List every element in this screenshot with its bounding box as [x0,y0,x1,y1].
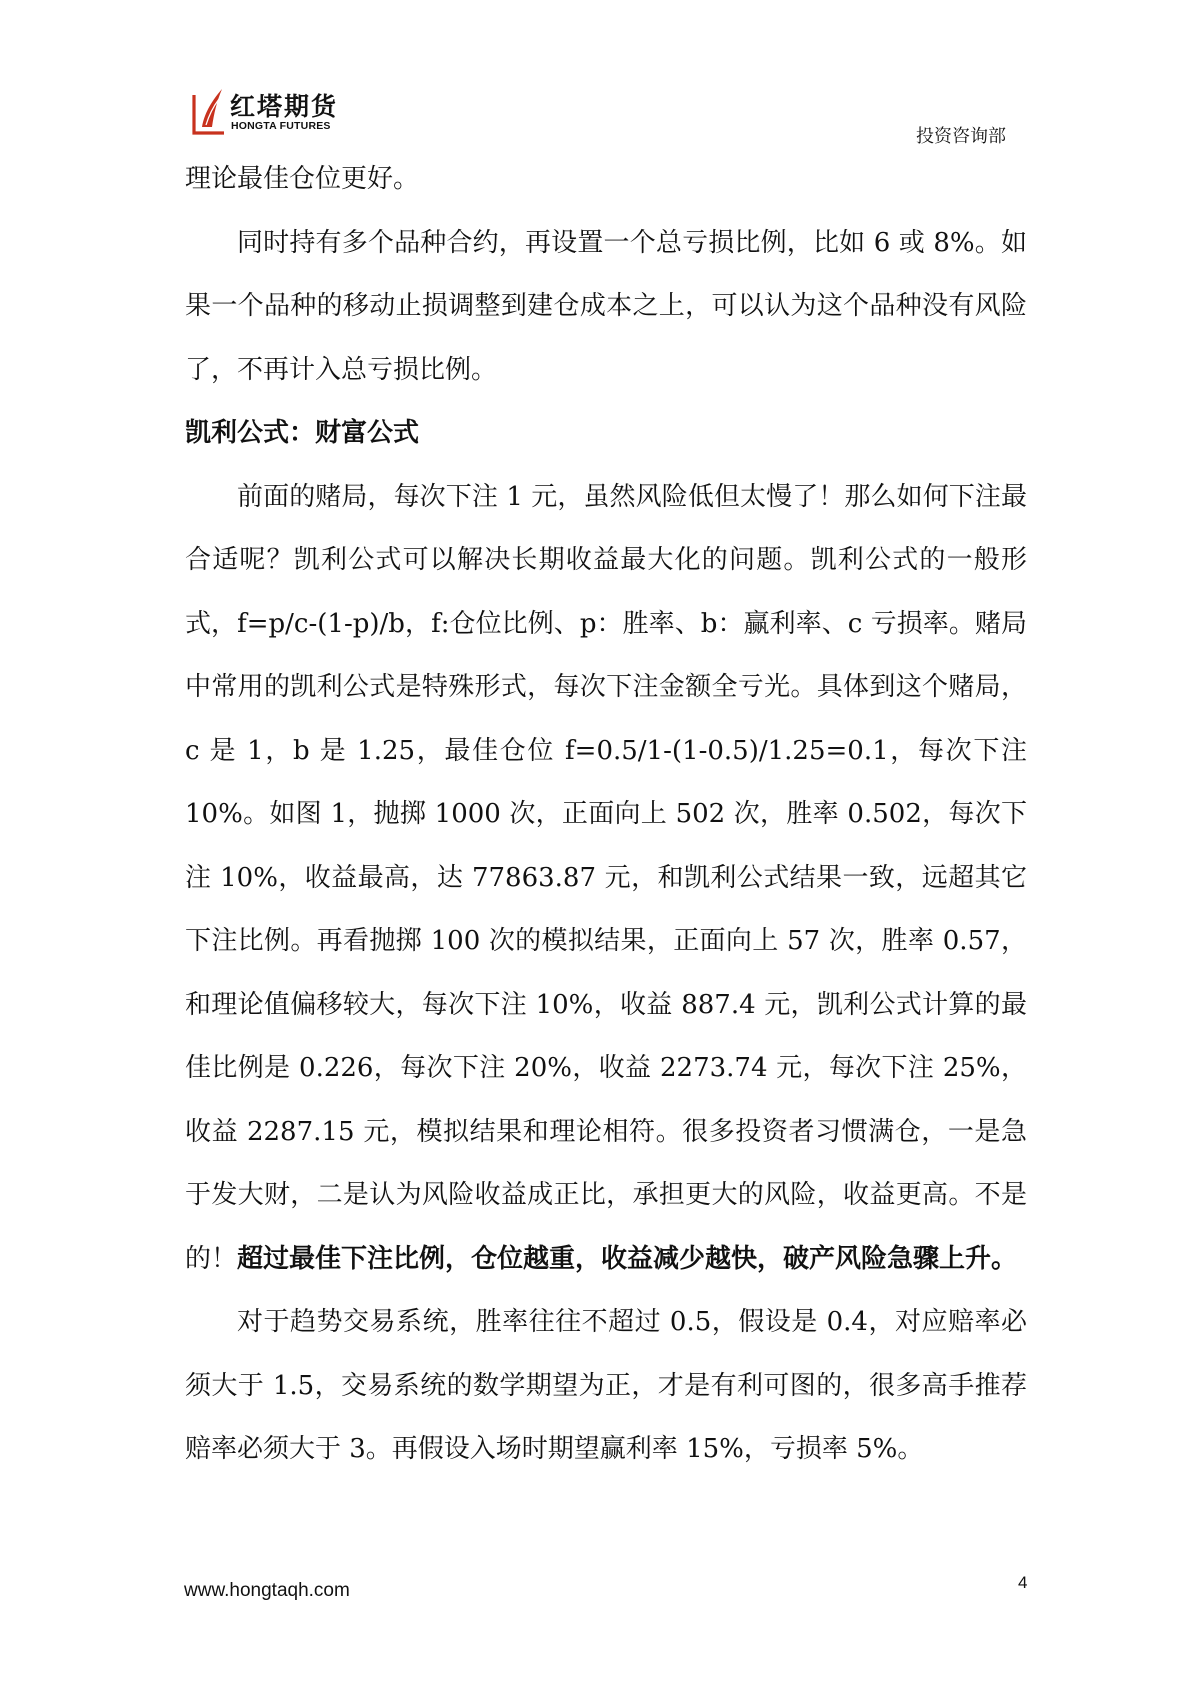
department-label: 投资咨询部 [916,126,1006,147]
page-number: 4 [1018,1573,1028,1592]
company-logo [190,85,350,143]
article-body [185,148,1027,1482]
hongta-logo-icon [190,85,228,139]
paragraph-kelly-emphasis: 超过最佳下注比例，仓位越重，收益减少越快，破产风险急骤上升。 [237,1243,1018,1274]
paragraph-total-loss: 同时持有多个品种合约，再设置一个总亏损比例，比如 6 或 8%。如果一个品种的移动止损调整到建仓成本之上，可以认为这个品种没有风险了，不再计入总亏损比例。 [185,227,1027,385]
footer-website: www.hongtaqh.com [184,1580,350,1601]
section-heading: 凯利公式：财富公式 [185,418,420,448]
paragraph-kelly [185,466,1027,1292]
logo-chinese-name: 红塔期货 [230,92,339,121]
paragraph-trend-system: 对于趋势交易系统，胜率往往不超过 0.5，假设是 0.4，对应赔率必须大于 1.5，交易系统的数学期望为正，才是有利可图的，很多高手推荐赔率必须大于 3。再假设入场时期望赢利率 15%，亏损率 5%。 [185,1307,1027,1464]
paragraph-kelly-text: 前面的赌局，每次下注 1 元，虽然风险低但太慢了！那么如何下注最合适呢？凯利公式可以解决长期收益最大化的问题。凯利公式的一般形式，f=p/c-(1-p)/b，f:仓位比例、p：胜率、b：赢利率、c 亏损率。赌局中常用的凯利公式是特殊形式，每次下注金额全亏光。具体到这个赌局，c 是 1，b 是 1.25，最佳仓位 f=0.5/1-(1-0.5)/1.25=0.1，每次下注 10%。如图 1，抛掷 1000 次，正面向上 502 次，胜率 0.502，每次下注 10%，收益最高，达 77863.87 元，和凯利公式结果一致，远超其它下注比例。再看抛掷 100 次的模拟结果，正面向上 57 次，胜率 0.57，和理论值偏移较大，每次下注 10%，收益 887.4 元，凯利公式计算的最佳比例是 0.226，每次下注 20%，收益 2273.74 元，每次下注 25%，收益 2287.15 元，模拟结果和理论相符。很多投资者习惯满仓，一是急于发大财，二是认为风险收益成正比，承担更大的风险，收益更高。不是的！ [185,481,1027,1274]
logo-english-name: HONGTA FUTURES [231,120,331,132]
paragraph-continuation: 理论最佳仓位更好。 [185,164,420,194]
